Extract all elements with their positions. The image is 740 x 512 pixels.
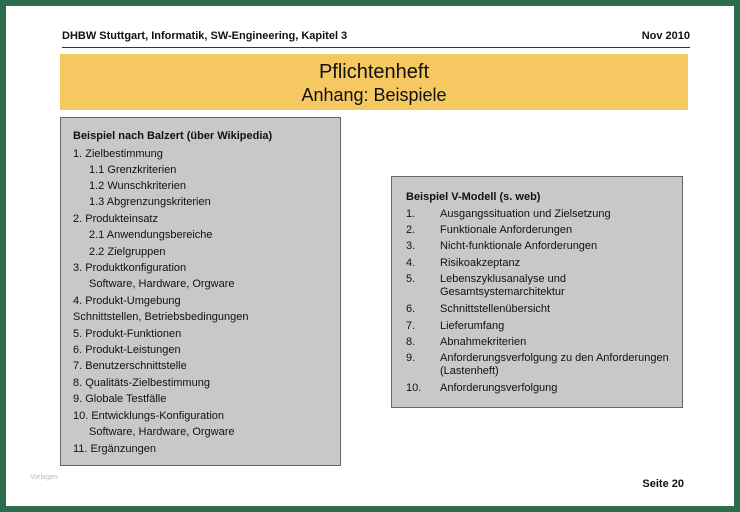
balzert-heading: Beispiel nach Balzert (über Wikipedia) xyxy=(73,130,273,142)
item-number: 8. xyxy=(406,336,416,348)
item-number: 2. xyxy=(406,224,416,236)
list-item: 11. Ergänzungen xyxy=(73,443,156,455)
item-text: Nicht-funktionale Anforderungen xyxy=(440,240,598,252)
item-text: Abnahmekriterien xyxy=(440,336,527,348)
v-modell-heading: Beispiel V-Modell (s. web) xyxy=(406,191,541,203)
slide xyxy=(6,6,734,506)
header-divider xyxy=(62,47,690,48)
list-item: Software, Hardware, Orgware xyxy=(89,278,235,290)
title-banner xyxy=(60,54,688,110)
item-number: 10. xyxy=(406,382,422,394)
slide-title: Pflichtenheft xyxy=(318,61,430,83)
list-item: 10. Entwicklungs-Konfiguration xyxy=(73,410,225,422)
list-item: 2. Produkteinsatz xyxy=(73,213,158,225)
item-number: 9. xyxy=(406,352,416,364)
item-number: 6. xyxy=(406,303,416,315)
list-item: Software, Hardware, Orgware xyxy=(89,426,235,438)
list-item: 6. Produkt-Leistungen xyxy=(73,344,181,356)
list-item: 2.1 Anwendungsbereiche xyxy=(89,229,213,241)
list-item: 7. Benutzerschnittstelle xyxy=(73,360,187,372)
watermark-text: Vorlagen xyxy=(30,474,58,481)
list-item: 5. Produkt-Funktionen xyxy=(73,328,182,340)
list-item: 1.1 Grenzkriterien xyxy=(89,164,177,176)
item-text: Anforderungsverfolgung xyxy=(440,382,558,394)
item-text: Schnittstellenübersicht xyxy=(440,303,551,315)
item-text: Lieferumfang xyxy=(440,320,505,332)
v-modell-example-box xyxy=(391,176,683,408)
list-item: 1.2 Wunschkriterien xyxy=(89,180,187,192)
item-text: Anforderungsverfolgung zu den Anforderungen (Lastenheft) xyxy=(440,352,669,377)
item-number: 4. xyxy=(406,257,416,269)
list-item: 2.2 Zielgruppen xyxy=(89,246,166,258)
slide-header xyxy=(62,30,690,46)
header-course: DHBW Stuttgart, Informatik, SW-Engineering, Kapitel 3 xyxy=(62,30,348,42)
item-number: 5. xyxy=(406,273,416,285)
list-item: 9. Globale Testfälle xyxy=(73,393,167,405)
list-item: Schnittstellen, Betriebsbedingungen xyxy=(73,311,249,323)
list-item: 1.3 Abgrenzungskriterien xyxy=(89,196,211,208)
list-item: 8. Qualitäts-Zielbestimmung xyxy=(73,377,210,389)
item-text: Risikoakzeptanz xyxy=(440,257,521,269)
item-number: 7. xyxy=(406,320,416,332)
item-text: Ausgangssituation und Zielsetzung xyxy=(440,208,611,220)
item-number: 3. xyxy=(406,240,416,252)
item-number: 1. xyxy=(406,208,416,220)
page-number: Seite 20 xyxy=(642,478,684,490)
slide-subtitle: Anhang: Beispiele xyxy=(301,85,447,105)
item-text: Funktionale Anforderungen xyxy=(440,224,573,236)
balzert-example-box xyxy=(60,117,341,466)
list-item: 3. Produktkonfiguration xyxy=(73,262,187,274)
list-item: 4. Produkt-Umgebung xyxy=(73,295,181,307)
item-text: Lebenszyklusanalyse und Gesamtsystemarchitektur xyxy=(440,273,566,298)
header-date: Nov 2010 xyxy=(641,30,690,42)
list-item: 1. Zielbestimmung xyxy=(73,148,163,160)
